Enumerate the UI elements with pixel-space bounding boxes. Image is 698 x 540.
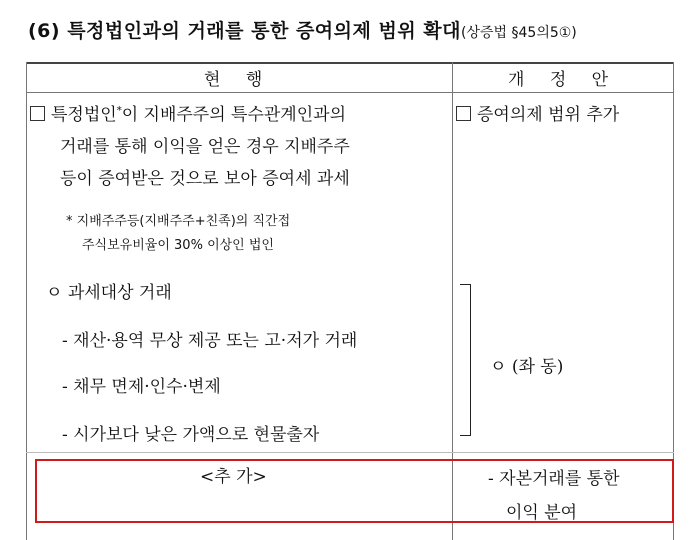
taxable-transactions-bullet: ㅇ 과세대상 거래 [46,283,172,303]
header-divider [26,92,674,93]
revised-main: 증여의제 범위 추가 [456,100,619,125]
current-main-line3: 등이 증여받은 것으로 보아 증여세 과세 [60,169,350,189]
footnote-line1: * 지배주주등(지배주주+친족)의 직간접 [66,214,291,229]
current-addition: <추 가> [200,467,267,487]
list-item: - 채무 면제·인수·변제 [62,377,221,397]
footnote-line2: 주식보유비율이 30% 이상인 법인 [82,238,274,253]
list-item: - 재산·용역 무상 제공 또는 고·저가 거래 [62,331,358,351]
header-current: 현 행 [204,70,273,90]
checkbox-square-icon [456,106,471,121]
revised-addition-line1: - 자본거래를 통한 [488,469,620,489]
list-item: - 시가보다 낮은 가액으로 현물출자 [62,425,320,445]
row-divider [26,452,674,453]
revised-same: ㅇ (좌 동) [490,357,564,377]
current-main-line2: 거래를 통해 이익을 얻은 경우 지배주주 [60,137,350,157]
checkbox-square-icon [30,106,45,121]
highlight-box [35,459,674,523]
bracket-mark [460,284,471,436]
revised-addition-line2: 이익 분여 [506,503,578,523]
current-main-line1: 특정법인*이 지배주주의 특수관계인과의 [30,100,346,125]
header-revised: 개 정 안 [508,70,619,90]
law-reference: (상증법 §45의5①) [461,25,577,41]
table-top-border [26,62,674,64]
table-left-border [26,62,27,540]
comparison-table [26,62,674,540]
section-heading [28,16,577,43]
section-title: (6) 특정법인과의 거래를 통한 증여의제 범위 확대 [28,20,462,42]
